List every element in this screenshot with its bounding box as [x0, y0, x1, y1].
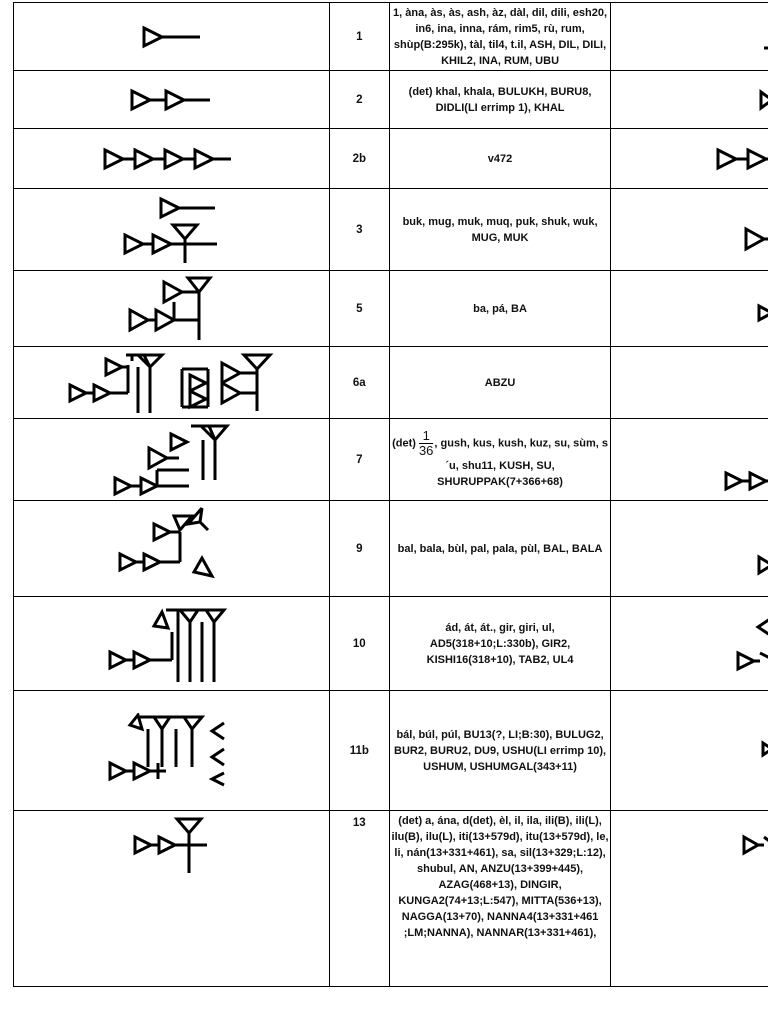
- sign-number: 10: [329, 597, 389, 691]
- cuneiform-abzu-icon: [66, 351, 276, 415]
- cuneiform-ba-icon: [126, 274, 216, 344]
- fraction: [419, 429, 433, 458]
- sign-cell: [14, 501, 330, 597]
- sign-number: 13: [329, 811, 389, 987]
- cuneiform-bulug-icon: [106, 713, 236, 789]
- fraction-numerator: 1: [422, 428, 430, 443]
- next-column-cell: [611, 71, 768, 129]
- cuneiform-khal-icon: [126, 85, 216, 115]
- cuneiform-mug-icon: [121, 193, 221, 267]
- cuneiform-sign-table: [13, 2, 768, 987]
- sign-values-rest: , gush, kus, kush, kuz, su, sùm, s´u, shu11, KUSH, SU, SHURUPPAK(7+366+68): [434, 437, 609, 488]
- next-column-cell: [611, 501, 768, 597]
- table-row: [14, 71, 768, 129]
- sign-values: ba, pá, BA: [389, 271, 610, 347]
- sign-cell: [14, 347, 330, 419]
- sign-cell: [14, 71, 330, 129]
- table-row: [14, 691, 768, 811]
- sign-cell: [14, 189, 330, 271]
- sign-cell: [14, 129, 330, 189]
- cuneiform-partial-icon: [742, 189, 768, 271]
- sign-values: ád, át, át., gir, giri, ul, AD5(318+10;L:330b), GIR2, KISHI16(318+10), TAB2, UL4: [389, 597, 610, 691]
- cuneiform-partial-icon: [724, 419, 768, 501]
- sign-values: v472: [389, 129, 610, 189]
- table-row: [14, 597, 768, 691]
- cuneiform-su-icon: [111, 422, 231, 498]
- table-row: [14, 3, 768, 71]
- sign-cell: [14, 811, 330, 987]
- next-column-cell: [611, 3, 768, 71]
- sign-number: 2: [329, 71, 389, 129]
- fraction-denominator: 36: [418, 443, 434, 458]
- table-row: [14, 271, 768, 347]
- cuneiform-gir-icon: [106, 602, 236, 686]
- cuneiform-partial-icon: [756, 271, 768, 347]
- next-column-cell: [611, 347, 768, 419]
- cuneiform-partial-icon: [716, 129, 768, 189]
- sign-cell: [14, 3, 330, 71]
- table-row: [14, 129, 768, 189]
- sign-values: bal, bala, bùl, pal, pala, pùl, BAL, BALA: [389, 501, 610, 597]
- sign-cell: [14, 419, 330, 501]
- table-row: [14, 419, 768, 501]
- sign-values: ABZU: [389, 347, 610, 419]
- next-column-cell: [611, 691, 768, 811]
- sign-list-page: [13, 2, 768, 1003]
- sign-values: buk, mug, muk, muq, puk, shuk, wuk, MUG, MUK: [389, 189, 610, 271]
- cuneiform-v472-icon: [101, 144, 241, 174]
- sign-number: 3: [329, 189, 389, 271]
- cuneiform-an-icon: [131, 815, 211, 877]
- next-column-cell: [611, 129, 768, 189]
- sign-number: 1: [329, 3, 389, 71]
- next-column-cell: [611, 419, 768, 501]
- table-row: [14, 501, 768, 597]
- cuneiform-bal-icon: [116, 504, 226, 594]
- cuneiform-partial-icon: [762, 3, 768, 71]
- sign-number: 7: [329, 419, 389, 501]
- sign-number: 6a: [329, 347, 389, 419]
- table-row: [14, 347, 768, 419]
- sign-cell: [14, 691, 330, 811]
- sign-values: (det) khal, khala, BULUKH, BURU8, DIDLI(LI errimp 1), KHAL: [389, 71, 610, 129]
- next-column-cell: [611, 271, 768, 347]
- sign-cell: [14, 597, 330, 691]
- sign-number: 2b: [329, 129, 389, 189]
- cuneiform-partial-icon: [742, 811, 768, 987]
- table-row: [14, 811, 768, 987]
- cuneiform-partial-icon: [758, 71, 768, 129]
- sign-values: [389, 419, 610, 501]
- cuneiform-partial-icon: [756, 501, 768, 597]
- sign-values: 1, àna, às, às, ash, àz, dàl, dil, dili, esh20, in6, ina, inna, rám, rim5, rù, rum, shùp(B:295k), tàl, til4, t.il, ASH, DIL, DILI, KHIL2, INA, RUM, UBU: [389, 3, 610, 71]
- determinative-label: (det): [392, 437, 416, 450]
- next-column-cell: [611, 811, 768, 987]
- sign-values: (det) a, ána, d(det), èl, il, ila, ili(B), ili(L), ilu(B), ilu(L), iti(13+579d), itu(13+579d), le, li, nán(13+331+461), sa, sil(13+329;L:12), shubul, AN, ANZU(13+399+445), AZAG(468+13), DINGIR, KUNGA2(74+13;L:547), MITTA(536+13), NAGGA(13+70), NANNA4(13+331+461 ;LM;NANNA), NANNAR(13+331+461),: [389, 811, 610, 987]
- sign-number: 11b: [329, 691, 389, 811]
- cuneiform-ash-icon: [136, 22, 206, 52]
- cuneiform-partial-icon: [760, 691, 768, 811]
- sign-values: bál, búl, púl, BU13(?, LI;B:30), BULUG2, BUR2, BURU2, DU9, USHU(LI errimp 10), USHUM, USHUMGAL(343+11): [389, 691, 610, 811]
- sign-cell: [14, 271, 330, 347]
- next-column-cell: [611, 597, 768, 691]
- sign-number: 5: [329, 271, 389, 347]
- table-row: [14, 189, 768, 271]
- next-column-cell: [611, 189, 768, 271]
- sign-number: 9: [329, 501, 389, 597]
- cuneiform-partial-icon: [736, 597, 768, 691]
